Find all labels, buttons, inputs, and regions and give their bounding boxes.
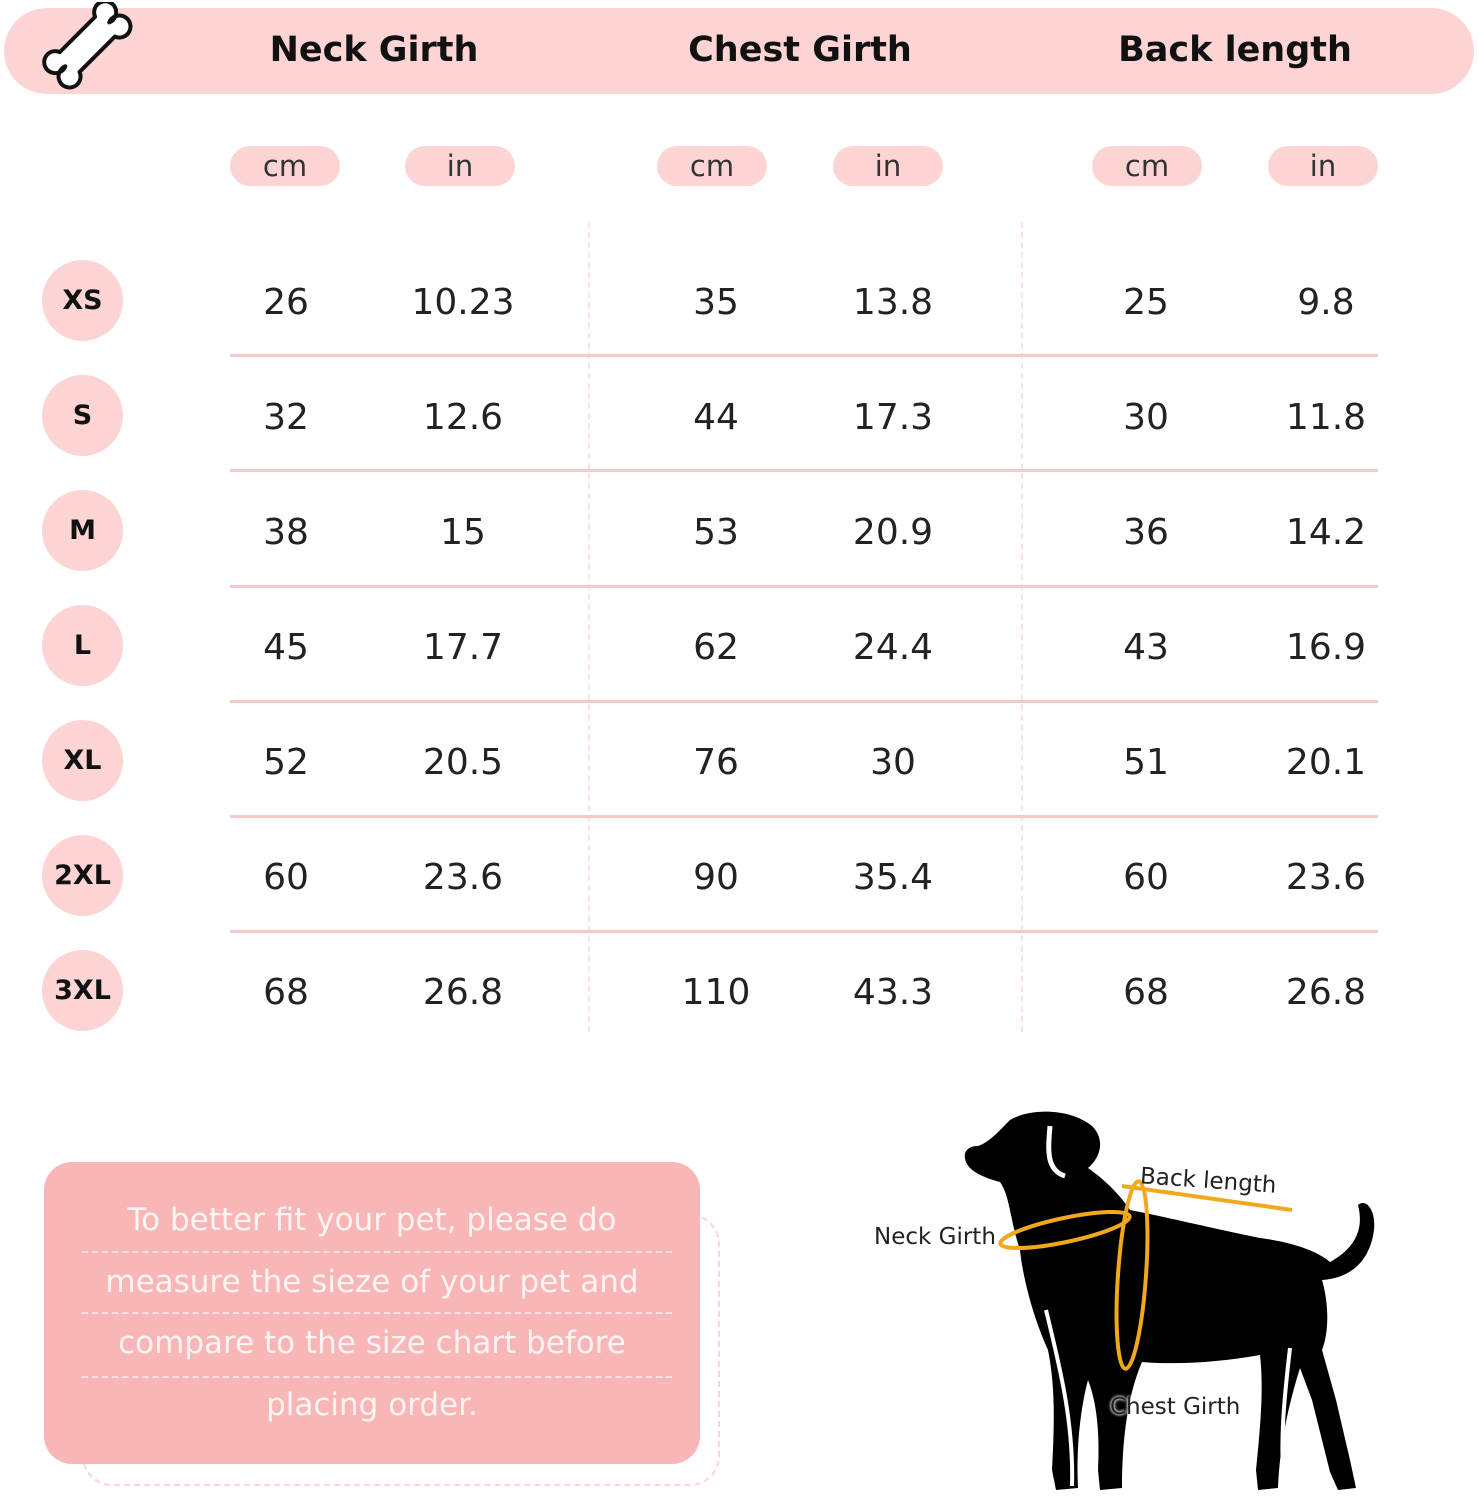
table-cell: 30 xyxy=(1123,397,1169,438)
note-divider xyxy=(82,1376,672,1378)
table-cell: 17.3 xyxy=(852,397,934,438)
table-cell: 23.6 xyxy=(1285,857,1367,898)
row-divider xyxy=(230,815,1378,818)
size-badge: 3XL xyxy=(42,950,123,1031)
table-cell: 45 xyxy=(263,627,309,668)
table-cell: 68 xyxy=(263,972,309,1013)
table-cell: 60 xyxy=(1123,857,1169,898)
table-cell: 30 xyxy=(870,742,916,783)
table-cell: 36 xyxy=(1123,512,1169,553)
table-cell: 44 xyxy=(693,397,739,438)
row-divider xyxy=(230,930,1378,933)
back-length-label: Back length xyxy=(1139,1163,1278,1199)
table-cell: 62 xyxy=(693,627,739,668)
table-cell: 20.5 xyxy=(422,742,504,783)
table-cell: 38 xyxy=(263,512,309,553)
table-cell: 10.23 xyxy=(411,282,515,323)
column-header-chest-girth: Chest Girth xyxy=(688,30,912,70)
size-badge: S xyxy=(42,375,123,456)
table-cell: 32 xyxy=(263,397,309,438)
table-cell: 51 xyxy=(1123,742,1169,783)
unit-label-back-cm: cm xyxy=(1092,146,1202,186)
table-cell: 26 xyxy=(263,282,309,323)
note-divider xyxy=(82,1312,672,1314)
size-badge: M xyxy=(42,490,123,571)
bone-icon xyxy=(42,2,144,98)
unit-label-neck-cm: cm xyxy=(230,146,340,186)
row-divider xyxy=(230,585,1378,588)
row-divider xyxy=(230,469,1378,472)
table-cell: 60 xyxy=(263,857,309,898)
note-text-line: measure the sieze of your pet and xyxy=(105,1264,639,1300)
table-cell: 35.4 xyxy=(852,857,934,898)
size-badge: XL xyxy=(42,720,123,801)
size-badge: 2XL xyxy=(42,835,123,916)
table-cell: 110 xyxy=(681,972,751,1013)
table-cell: 12.6 xyxy=(422,397,504,438)
chest-girth-label: Chest Girth xyxy=(1110,1394,1241,1420)
table-cell: 26.8 xyxy=(422,972,504,1013)
table-cell: 26.8 xyxy=(1285,972,1367,1013)
table-cell: 76 xyxy=(693,742,739,783)
unit-label-neck-in: in xyxy=(405,146,515,186)
note-divider xyxy=(82,1251,672,1253)
dog-silhouette-icon xyxy=(860,1100,1400,1500)
unit-label-chest-cm: cm xyxy=(657,146,767,186)
column-header-back-length: Back length xyxy=(1118,30,1352,70)
table-cell: 35 xyxy=(693,282,739,323)
table-cell: 11.8 xyxy=(1285,397,1367,438)
table-cell: 24.4 xyxy=(852,627,934,668)
table-cell: 90 xyxy=(693,857,739,898)
note-text-line: placing order. xyxy=(266,1387,478,1423)
table-cell: 43 xyxy=(1123,627,1169,668)
fit-note-box xyxy=(44,1162,700,1464)
column-divider xyxy=(1021,222,1023,1032)
unit-label-chest-in: in xyxy=(833,146,943,186)
table-cell: 9.8 xyxy=(1297,282,1355,323)
table-cell: 17.7 xyxy=(422,627,504,668)
table-cell: 15 xyxy=(440,512,486,553)
table-cell: 16.9 xyxy=(1285,627,1367,668)
table-cell: 53 xyxy=(693,512,739,553)
dog-measurement-diagram xyxy=(860,1100,1400,1500)
table-cell: 43.3 xyxy=(852,972,934,1013)
table-cell: 20.1 xyxy=(1285,742,1367,783)
note-text-line: compare to the size chart before xyxy=(118,1325,626,1361)
table-cell: 13.8 xyxy=(852,282,934,323)
size-badge: L xyxy=(42,605,123,686)
table-cell: 20.9 xyxy=(852,512,934,553)
row-divider xyxy=(230,700,1378,703)
table-cell: 25 xyxy=(1123,282,1169,323)
row-divider xyxy=(230,354,1378,357)
table-cell: 52 xyxy=(263,742,309,783)
size-badge: XS xyxy=(42,260,123,341)
column-header-neck-girth: Neck Girth xyxy=(269,30,479,70)
column-divider xyxy=(588,222,590,1032)
table-cell: 68 xyxy=(1123,972,1169,1013)
table-cell: 23.6 xyxy=(422,857,504,898)
table-cell: 14.2 xyxy=(1285,512,1367,553)
note-text-line: To better fit your pet, please do xyxy=(127,1202,617,1238)
unit-label-back-in: in xyxy=(1268,146,1378,186)
neck-girth-label: Neck Girth xyxy=(874,1224,996,1250)
